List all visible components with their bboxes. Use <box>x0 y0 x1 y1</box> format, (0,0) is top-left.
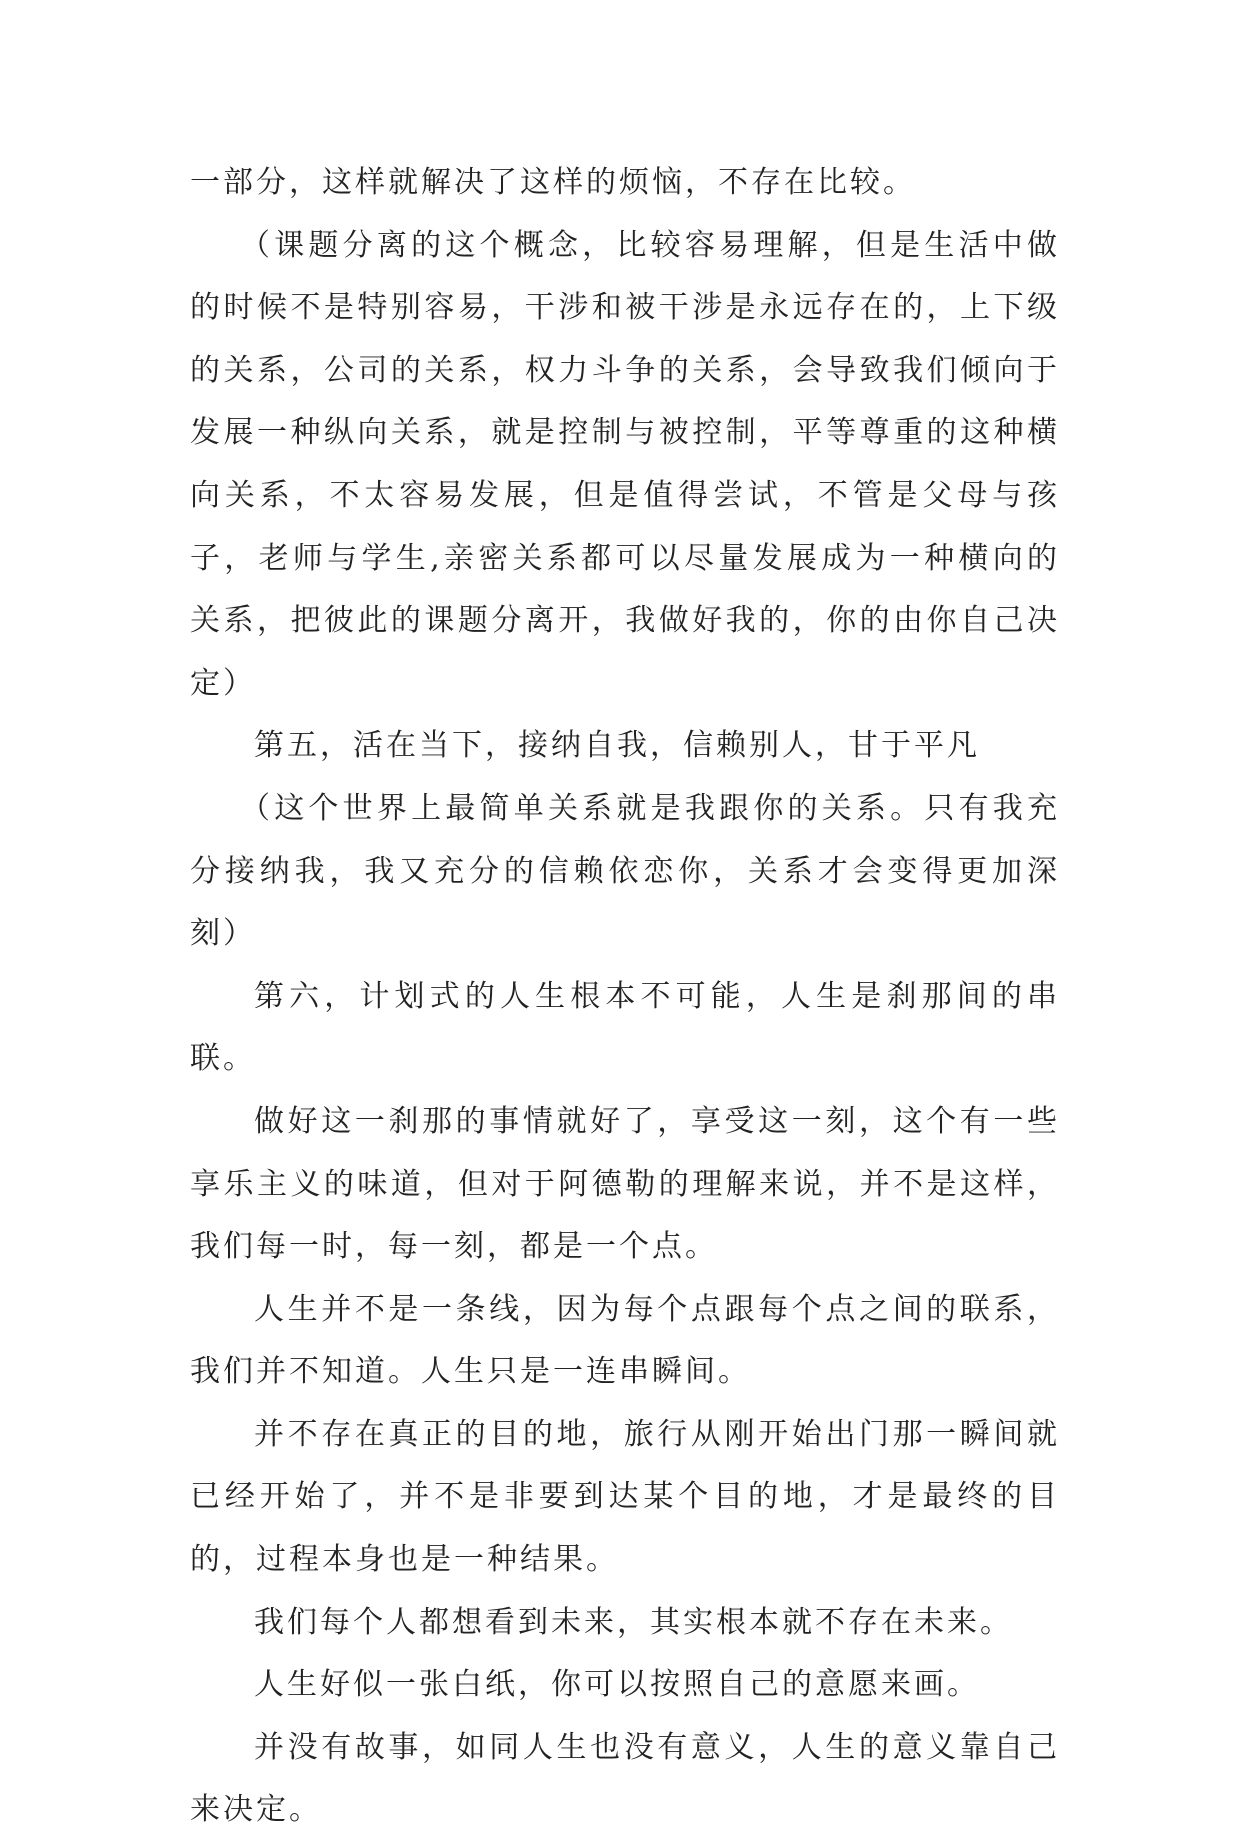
paragraph: 第五，活在当下，接纳自我，信赖别人，甘于平凡 <box>254 728 980 764</box>
paragraph: 我们每个人都想看到未来，其实根本就不存在未来。 <box>254 1604 1013 1640</box>
paragraph: （这个世界上最简单关系就是我跟你的关系。只有我充分接纳我，我又充分的信赖依恋你，关系才会变得更加深刻） <box>190 790 1060 952</box>
paragraph: （课题分离的这个概念，比较容易理解，但是生活中做的时候不是特别容易，干涉和被干涉是永远存在的，上下级的关系，公司的关系，权力斗争的关系，会导致我们倾向于发展一种纵向关系，就是控制与被控制，平等尊重的这种横向关系，不太容易发展，但是值得尝试，不管是父母与孩子，老师与学生,亲密关系都可以尽量发展成为一种横向的关系，把彼此的课题分离开，我做好我的，你的由你自己决定） <box>190 227 1060 701</box>
paragraph: 第六，计划式的人生根本不可能，人生是刹那间的串联。 <box>190 978 1060 1077</box>
paragraph: 人生好似一张白纸，你可以按照自己的意愿来画。 <box>254 1667 980 1703</box>
paragraph: 并不存在真正的目的地，旅行从刚开始出门那一瞬间就已经开始了，并不是非要到达某个目的地，才是最终的目的，过程本身也是一种结果。 <box>190 1416 1060 1578</box>
paragraph: 一部分，这样就解决了这样的烦恼，不存在比较。 <box>190 165 916 200</box>
paragraph: 并没有故事，如同人生也没有意义，人生的意义靠自己来决定。 <box>190 1729 1060 1828</box>
paragraph: 做好这一刹那的事情就好了，享受这一刻，这个有一些享乐主义的味道，但对于阿德勒的理解来说，并不是这样，我们每一时，每一刻，都是一个点。 <box>190 1103 1060 1265</box>
paragraph: 人生并不是一条线，因为每个点跟每个点之间的联系，我们并不知道。人生只是一连串瞬间。 <box>190 1291 1060 1390</box>
body-text <box>190 152 1060 1842</box>
